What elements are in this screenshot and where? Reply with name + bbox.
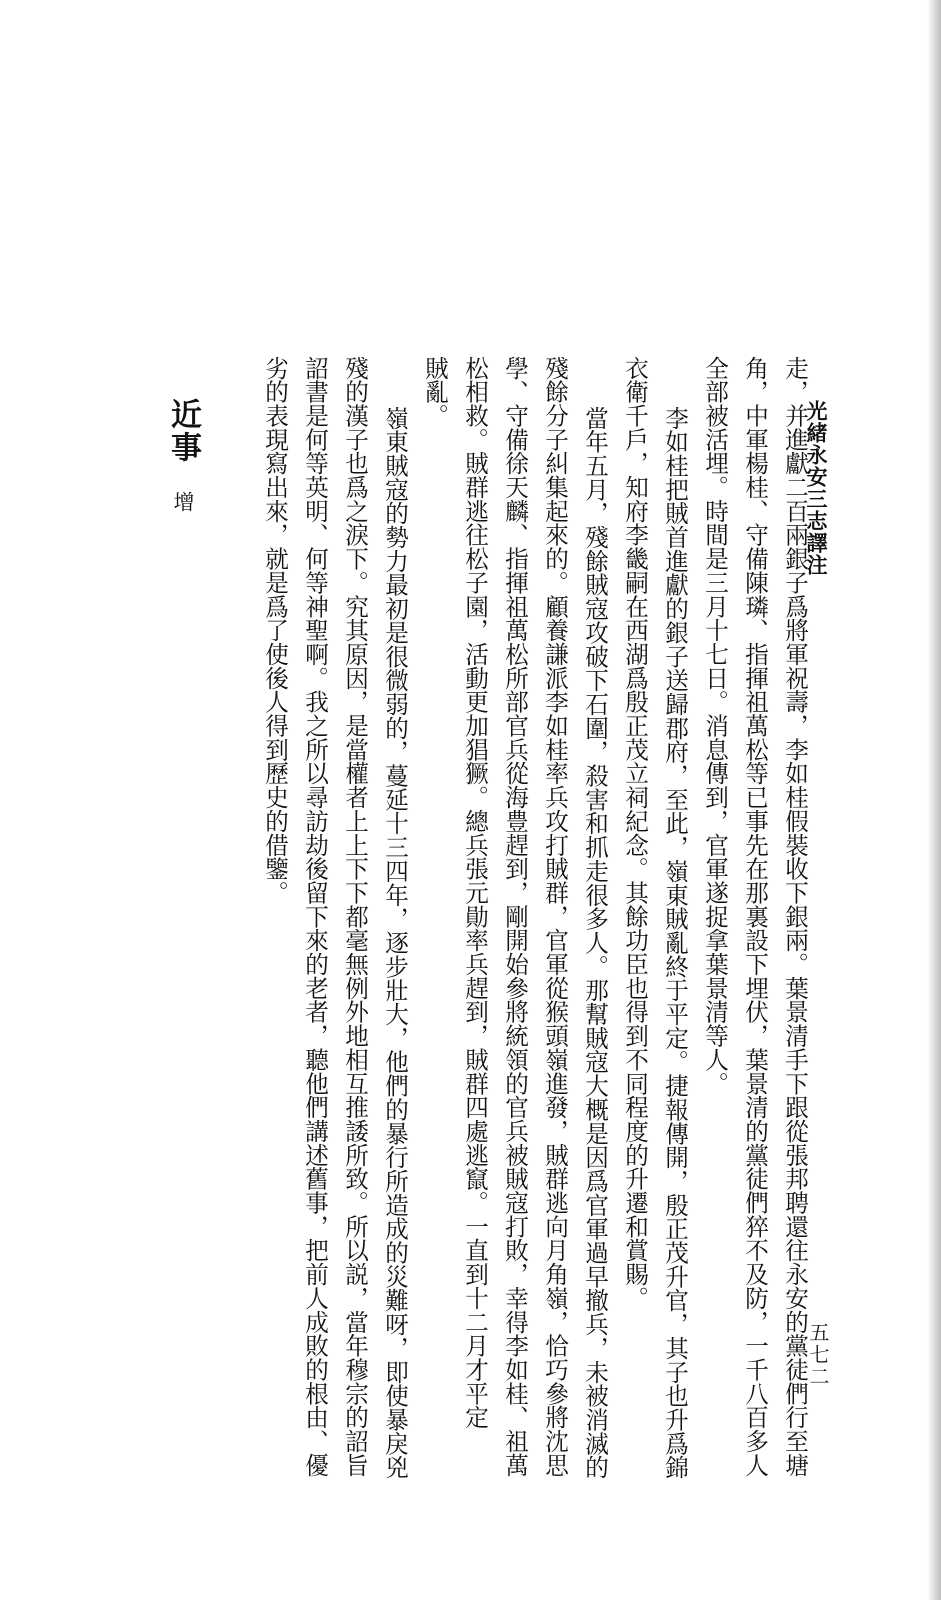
text-column: 殘餘分子糾集起來的。顧養謙派李如桂率兵攻打賊群，官軍從猴頭嶺進發，賊群逃向月角嶺，恰巧參將沈思 <box>541 356 569 1477</box>
text-column: 劣的表現寫出來，就是爲了使後人得到歷史的借鑒。 <box>261 356 289 905</box>
text-column: 松相救。賊群逃往松子園，活動更加猖獗。總兵張元勛率兵趕到，賊群四處逃竄。一直到十二月才平定 <box>461 356 489 1430</box>
text-column: 走，并進獻二百兩銀子爲將軍祝壽，李如桂假裝收下銀兩。葉景清手下跟從張邦聘還往永安的黨徒們行至塘 <box>781 356 809 1477</box>
text-column: 角，中軍楊桂、守備陳璘、指揮祖萬松等已事先在那裏設下埋伏，葉景清的黨徒們猝不及防，一千八百多人 <box>741 356 769 1477</box>
text-column: 全部被活埋。時間是三月十七日。消息傳到，官軍遂捉拿葉景清等人。 <box>701 356 729 1096</box>
section-heading <box>161 398 206 512</box>
page-number: 五七二 <box>806 1322 830 1388</box>
running-header: 光緒永安三志譯注 <box>804 400 829 576</box>
text-column: 李如桂把賊首進獻的銀子送歸郡府，至此，嶺東賊亂終于平定。捷報傳開，殷正茂升官，其子也升爲錦 <box>661 406 689 1480</box>
body-text <box>255 356 815 1556</box>
text-column: 衣衛千戶，知府李畿嗣在西湖爲殷正茂立祠紀念。其餘功臣也得到不同程度的升遷和賞賜。 <box>621 356 649 1310</box>
scan-edge <box>927 0 941 1600</box>
section-title: 近事 <box>165 398 201 464</box>
text-column: 當年五月，殘餘賊寇攻破下石圍，殺害和抓走很多人。那幫賊寇大概是因爲官軍過早撤兵，未被消滅的 <box>581 406 609 1480</box>
text-column: 學、守備徐天麟、指揮祖萬松所部官兵從海豊趕到，剛開始參將統領的官兵被賊寇打敗，幸得李如桂、祖萬 <box>501 356 529 1477</box>
text-column: 殘的漢子也爲之淚下。究其原因，是當權者上上下下都毫無例外地相互推諉所致。所以説，當年穆宗的詔旨 <box>341 356 369 1477</box>
text-column: 賊亂。 <box>421 356 449 428</box>
text-column: 嶺東賊寇的勢力最初是很微弱的，蔓延十三四年，逐步壯大，他們的暴行所造成的災難呀，即使暴戾兇 <box>381 406 409 1480</box>
section-note: 增 <box>171 491 195 512</box>
text-column: 詔書是何等英明、何等神聖啊。我之所以尋訪劫後留下來的老者，聽他們講述舊事，把前人成敗的根由、優 <box>301 356 329 1477</box>
